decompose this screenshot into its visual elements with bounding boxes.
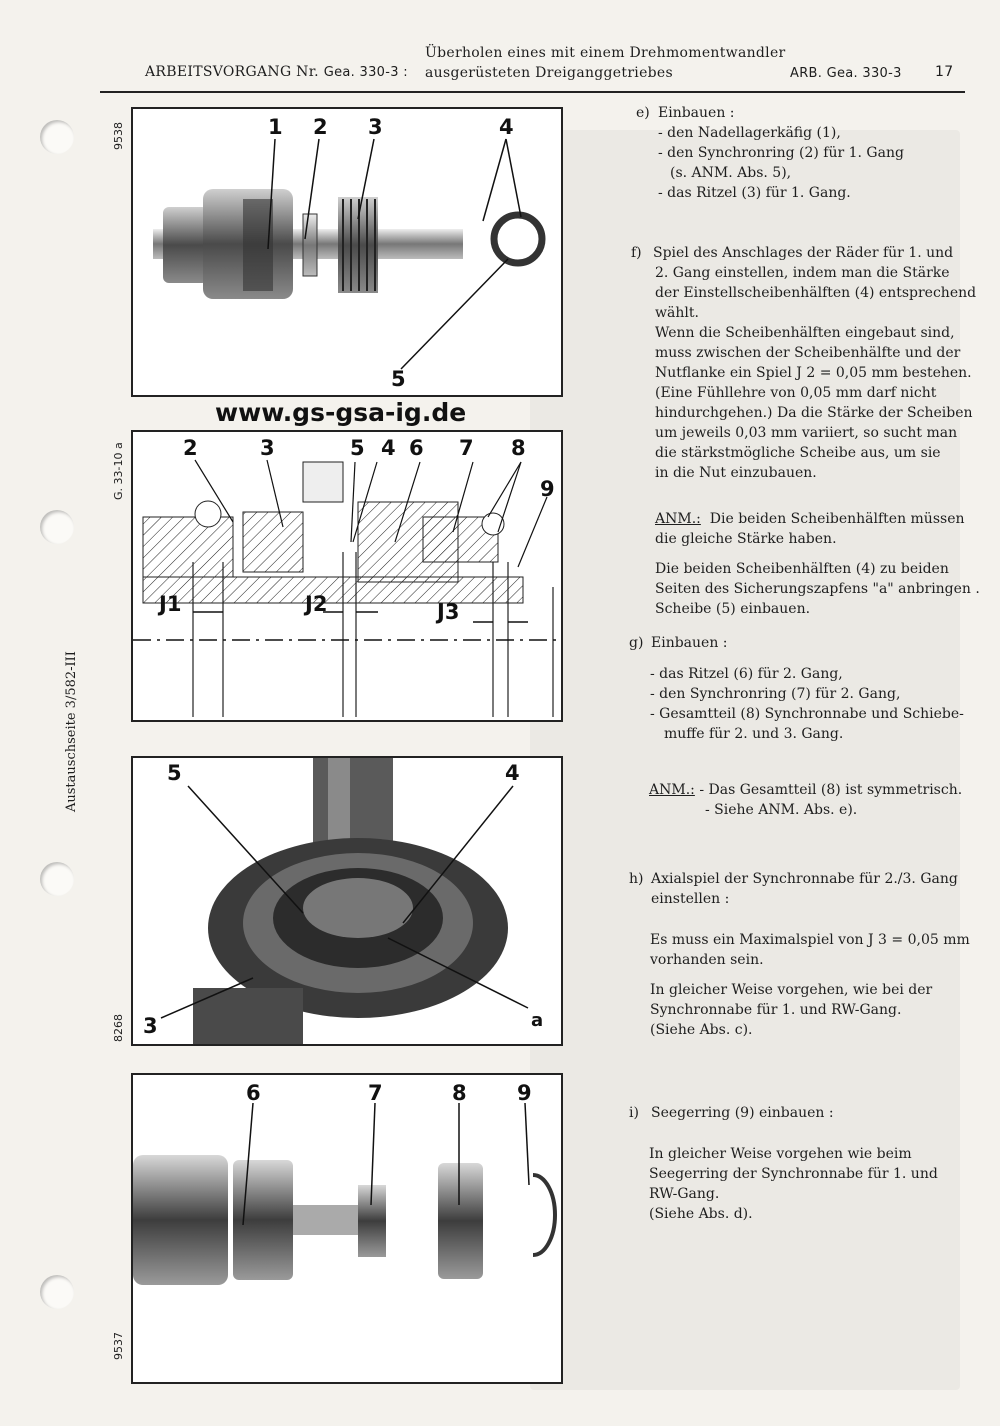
list-item: - den Nadellagerkäfig (1), xyxy=(658,125,841,141)
figure-2-callout: 8 xyxy=(511,436,526,460)
section-e xyxy=(636,103,904,203)
figure-3-callout: a xyxy=(531,1010,544,1031)
section-label: h) xyxy=(629,871,644,887)
figure-4-callout: 7 xyxy=(368,1081,383,1105)
figure-1-callout: 4 xyxy=(499,115,514,139)
header-rule xyxy=(100,91,965,93)
paragraph-line: In gleicher Weise vorgehen, wie bei der xyxy=(650,982,933,998)
section-f xyxy=(631,243,976,483)
paragraph-line: Seegerring der Synchronnabe für 1. und xyxy=(649,1166,938,1182)
figure-1-callout: 2 xyxy=(313,115,328,139)
figure-2-callout: 2 xyxy=(183,436,198,460)
figure-code: 9538 xyxy=(112,122,125,150)
side-note: Austauschseite 3/582-III xyxy=(64,651,79,812)
list-item: - das Ritzel (6) für 2. Gang, xyxy=(650,666,843,682)
paragraph-line: RW-Gang. xyxy=(649,1186,720,1202)
paragraph-line: der Einstellscheibenhälften (4) entsprechend xyxy=(655,285,977,301)
paragraph-line: (Siehe Abs. d). xyxy=(649,1206,753,1222)
figure-3-callout: 4 xyxy=(505,761,520,785)
figure-2-drawing xyxy=(133,432,561,720)
watermark: www.gs-gsa-ig.de xyxy=(215,398,467,427)
paragraph-line: vorhanden sein. xyxy=(650,952,764,968)
section-heading: Einbauen : xyxy=(658,105,735,121)
list-item: - den Synchronring (2) für 1. Gang xyxy=(658,145,904,161)
paragraph-line: Spiel des Anschlages der Räder für 1. und xyxy=(653,245,954,261)
list-item: muffe für 2. und 3. Gang. xyxy=(664,726,844,742)
header-title-line1: Überholen eines mit einem Drehmomentwandler xyxy=(425,45,786,61)
figure-1-callout: 3 xyxy=(368,115,383,139)
binder-hole xyxy=(40,510,74,544)
paragraph-line: Axialspiel der Synchronnabe für 2./3. Gang xyxy=(651,871,958,887)
section-label: i) xyxy=(629,1105,639,1121)
section-heading: Seegerring (9) einbauen : xyxy=(651,1105,834,1121)
figure-3 xyxy=(131,756,563,1046)
figure-1-drawing xyxy=(133,109,561,395)
section-g-list xyxy=(650,664,964,744)
paragraph-line: Nutflanke ein Spiel J 2 = 0,05 mm bestehen. xyxy=(655,365,972,381)
section-f-para2 xyxy=(655,559,980,619)
paragraph-line: (Eine Fühllehre von 0,05 mm darf nicht xyxy=(655,385,937,401)
header-left xyxy=(145,64,408,80)
dimension-label: J3 xyxy=(437,600,460,624)
paragraph-line: hindurchgehen.) Da die Stärke der Scheiben xyxy=(655,405,973,421)
note-text: - Das Gesamtteil (8) ist symmetrisch. xyxy=(699,782,963,798)
figure-3-drawing xyxy=(133,758,561,1044)
dimension-label: J1 xyxy=(159,592,182,616)
figure-4-callout: 8 xyxy=(452,1081,467,1105)
figure-4-drawing xyxy=(133,1075,561,1382)
paragraph-line: 2. Gang einstellen, indem man die Stärke xyxy=(655,265,950,281)
note-text: die gleiche Stärke haben. xyxy=(655,531,837,547)
figure-4 xyxy=(131,1073,563,1384)
note-text: Die beiden Scheibenhälften müssen xyxy=(709,511,965,527)
figure-1-callout: 1 xyxy=(268,115,283,139)
figure-2-callout: 3 xyxy=(260,436,275,460)
figure-2-callout: 5 xyxy=(350,436,365,460)
section-g-note xyxy=(649,780,962,820)
paragraph-line: Seiten des Sicherungszapfens "a" anbringen . xyxy=(655,581,980,597)
paragraph-line: wählt. xyxy=(655,305,699,321)
paragraph-line: die stärkstmögliche Scheibe aus, um sie xyxy=(655,445,941,461)
paragraph-line: In gleicher Weise vorgehen wie beim xyxy=(649,1146,912,1162)
header-title-line2: ausgerüsteten Dreiganggetriebes xyxy=(425,65,674,81)
header-prefix: ARBEITSVORGANG Nr. xyxy=(145,64,319,80)
paragraph-line: in die Nut einzubauen. xyxy=(655,465,817,481)
figure-3-callout: 3 xyxy=(143,1014,158,1038)
paragraph-line: Die beiden Scheibenhälften (4) zu beiden xyxy=(655,561,949,577)
figure-4-callout: 6 xyxy=(246,1081,261,1105)
figure-2-callout: 7 xyxy=(459,436,474,460)
paragraph-line: Synchronnabe für 1. und RW-Gang. xyxy=(650,1002,902,1018)
list-item: - das Ritzel (3) für 1. Gang. xyxy=(658,185,851,201)
page-number: 17 xyxy=(935,64,954,80)
section-label: g) xyxy=(629,635,644,651)
list-item: - den Synchronring (7) für 2. Gang, xyxy=(650,686,901,702)
section-h-para1 xyxy=(650,930,970,970)
list-item: - Gesamtteil (8) Synchronnabe und Schiebe- xyxy=(650,706,964,722)
binder-hole xyxy=(40,1275,74,1309)
list-item: (s. ANM. Abs. 5), xyxy=(670,165,792,181)
paragraph-line: Wenn die Scheibenhälften eingebaut sind, xyxy=(655,325,955,341)
header-code: Gea. 330-3 : xyxy=(323,65,408,80)
paragraph-line: einstellen : xyxy=(651,891,730,907)
section-h-para2 xyxy=(650,980,932,1040)
binder-hole xyxy=(40,120,74,154)
figure-1 xyxy=(131,107,563,397)
figure-2-callout: 9 xyxy=(540,477,555,501)
figure-2-callout: 4 xyxy=(381,436,396,460)
figure-code: 9537 xyxy=(112,1332,125,1360)
section-f-note xyxy=(655,509,965,549)
note-label: ANM.: xyxy=(655,511,701,527)
dimension-label: J2 xyxy=(305,592,328,616)
figure-1-callout: 5 xyxy=(391,367,406,391)
note-text: - Siehe ANM. Abs. e). xyxy=(705,802,858,818)
section-g xyxy=(629,633,728,653)
figure-4-callout: 9 xyxy=(517,1081,532,1105)
paragraph-line: muss zwischen der Scheibenhälfte und der xyxy=(655,345,961,361)
paragraph-line: Scheibe (5) einbauen. xyxy=(655,601,811,617)
note-label: ANM.: xyxy=(649,782,695,798)
section-heading: Einbauen : xyxy=(651,635,728,651)
binder-hole xyxy=(40,862,74,896)
section-label: e) xyxy=(636,105,650,121)
paragraph-line: Es muss ein Maximalspiel von J 3 = 0,05 mm xyxy=(650,932,970,948)
header-right-code: ARB. Gea. 330-3 xyxy=(790,66,902,81)
figure-code: G. 33-10 a xyxy=(112,442,125,500)
section-i xyxy=(629,1103,834,1123)
figure-2-callout: 6 xyxy=(409,436,424,460)
section-label: f) xyxy=(631,245,642,261)
section-i-para xyxy=(649,1144,938,1224)
paragraph-line: (Siehe Abs. c). xyxy=(650,1022,753,1038)
paragraph-line: um jeweils 0,03 mm variiert, so sucht man xyxy=(655,425,958,441)
figure-2 xyxy=(131,430,563,722)
section-h xyxy=(629,869,958,909)
figure-3-callout: 5 xyxy=(167,761,182,785)
figure-code: 8268 xyxy=(112,1014,125,1042)
